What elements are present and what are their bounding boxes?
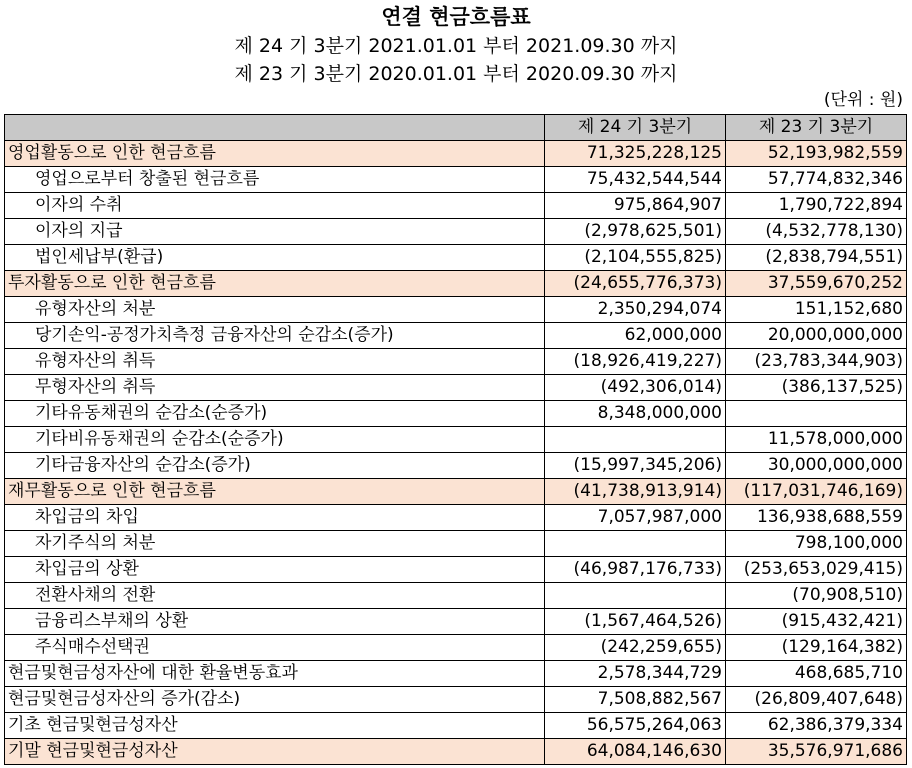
row-label: 이자의 수취 xyxy=(5,193,545,219)
row-label: 차입금의 상환 xyxy=(5,557,545,583)
value-current: 64,084,146,630 xyxy=(545,739,726,765)
table-row xyxy=(5,713,907,739)
value-previous: 52,193,982,559 xyxy=(726,141,907,167)
value-current: (24,655,776,373) xyxy=(545,271,726,297)
value-previous: (386,137,525) xyxy=(726,375,907,401)
row-label: 이자의 지급 xyxy=(5,219,545,245)
row-label: 기타유동채권의 순감소(순증가) xyxy=(5,401,545,427)
table-row xyxy=(5,297,907,323)
table-row xyxy=(5,635,907,661)
value-previous: (253,653,029,415) xyxy=(726,557,907,583)
value-current xyxy=(545,531,726,557)
value-previous: 468,685,710 xyxy=(726,661,907,687)
value-current: 2,350,294,074 xyxy=(545,297,726,323)
row-label: 투자활동으로 인한 현금흐름 xyxy=(5,271,545,297)
table-row xyxy=(5,531,907,557)
row-label: 현금및현금성자산의 증가(감소) xyxy=(5,687,545,713)
row-label: 무형자산의 취득 xyxy=(5,375,545,401)
row-label: 당기손익-공정가치측정 금융자산의 순감소(증가) xyxy=(5,323,545,349)
table-row xyxy=(5,583,907,609)
row-label: 유형자산의 취득 xyxy=(5,349,545,375)
row-label: 기초 현금및현금성자산 xyxy=(5,713,545,739)
row-label: 유형자산의 처분 xyxy=(5,297,545,323)
row-label: 자기주식의 처분 xyxy=(5,531,545,557)
value-previous: 35,576,971,686 xyxy=(726,739,907,765)
table-row xyxy=(5,167,907,193)
value-previous: 37,559,670,252 xyxy=(726,271,907,297)
value-current: 8,348,000,000 xyxy=(545,401,726,427)
value-previous xyxy=(726,401,907,427)
value-current xyxy=(545,427,726,453)
period-current: 제 24 기 3분기 2021.01.01 부터 2021.09.30 까지 xyxy=(234,35,678,57)
value-current: (1,567,464,526) xyxy=(545,609,726,635)
value-current: 62,000,000 xyxy=(545,323,726,349)
row-label: 재무활동으로 인한 현금흐름 xyxy=(5,479,545,505)
value-current: (242,259,655) xyxy=(545,635,726,661)
row-label: 차입금의 차입 xyxy=(5,505,545,531)
value-previous: 62,386,379,334 xyxy=(726,713,907,739)
value-current: (41,738,913,914) xyxy=(545,479,726,505)
value-current: (18,926,419,227) xyxy=(545,349,726,375)
value-previous: 151,152,680 xyxy=(726,297,907,323)
column-header-previous: 제 23 기 3분기 xyxy=(726,115,907,141)
table-row-section xyxy=(5,739,907,765)
table-row xyxy=(5,219,907,245)
value-previous: (70,908,510) xyxy=(726,583,907,609)
value-previous: 30,000,000,000 xyxy=(726,453,907,479)
value-current: 7,057,987,000 xyxy=(545,505,726,531)
table-header-row xyxy=(5,115,907,141)
value-current: 75,432,544,544 xyxy=(545,167,726,193)
value-previous: 20,000,000,000 xyxy=(726,323,907,349)
value-previous: 1,790,722,894 xyxy=(726,193,907,219)
value-previous: 798,100,000 xyxy=(726,531,907,557)
table-row xyxy=(5,687,907,713)
cash-flow-table xyxy=(4,114,907,765)
table-row xyxy=(5,375,907,401)
row-label: 법인세납부(환급) xyxy=(5,245,545,271)
row-label: 영업활동으로 인한 현금흐름 xyxy=(5,141,545,167)
value-current: 56,575,264,063 xyxy=(545,713,726,739)
value-current: 71,325,228,125 xyxy=(545,141,726,167)
row-label: 기말 현금및현금성자산 xyxy=(5,739,545,765)
row-label: 금융리스부채의 상환 xyxy=(5,609,545,635)
table-row-section xyxy=(5,141,907,167)
value-previous: (915,432,421) xyxy=(726,609,907,635)
value-previous: (129,164,382) xyxy=(726,635,907,661)
unit-label: (단위 : 원) xyxy=(823,90,903,110)
table-row xyxy=(5,557,907,583)
value-current: (2,978,625,501) xyxy=(545,219,726,245)
table-row xyxy=(5,245,907,271)
value-current: 975,864,907 xyxy=(545,193,726,219)
column-header-current: 제 24 기 3분기 xyxy=(545,115,726,141)
table-row xyxy=(5,453,907,479)
value-previous: (4,532,778,130) xyxy=(726,219,907,245)
value-previous: 136,938,688,559 xyxy=(726,505,907,531)
value-previous: (26,809,407,648) xyxy=(726,687,907,713)
cash-flow-table-body xyxy=(5,141,907,765)
table-row xyxy=(5,401,907,427)
table-row-section xyxy=(5,271,907,297)
row-label: 전환사채의 전환 xyxy=(5,583,545,609)
value-current: (46,987,176,733) xyxy=(545,557,726,583)
table-row xyxy=(5,609,907,635)
period-previous: 제 23 기 3분기 2020.01.01 부터 2020.09.30 까지 xyxy=(234,63,678,85)
value-previous: 57,774,832,346 xyxy=(726,167,907,193)
row-label: 현금및현금성자산에 대한 환율변동효과 xyxy=(5,661,545,687)
value-previous: (2,838,794,551) xyxy=(726,245,907,271)
value-current: (15,997,345,206) xyxy=(545,453,726,479)
value-current: 2,578,344,729 xyxy=(545,661,726,687)
table-row xyxy=(5,193,907,219)
table-row xyxy=(5,505,907,531)
table-row xyxy=(5,349,907,375)
table-row xyxy=(5,661,907,687)
statement-title: 연결 현금흐름표 xyxy=(381,5,531,29)
value-previous: (23,783,344,903) xyxy=(726,349,907,375)
row-label: 기타금융자산의 순감소(증가) xyxy=(5,453,545,479)
value-previous: 11,578,000,000 xyxy=(726,427,907,453)
column-header-label xyxy=(5,115,545,141)
value-current: (492,306,014) xyxy=(545,375,726,401)
row-label: 기타비유동채권의 순감소(순증가) xyxy=(5,427,545,453)
table-row xyxy=(5,427,907,453)
table-row xyxy=(5,323,907,349)
value-previous: (117,031,746,169) xyxy=(726,479,907,505)
value-current xyxy=(545,583,726,609)
row-label: 주식매수선택권 xyxy=(5,635,545,661)
value-current: 7,508,882,567 xyxy=(545,687,726,713)
table-row-section xyxy=(5,479,907,505)
row-label: 영업으로부터 창출된 현금흐름 xyxy=(5,167,545,193)
value-current: (2,104,555,825) xyxy=(545,245,726,271)
